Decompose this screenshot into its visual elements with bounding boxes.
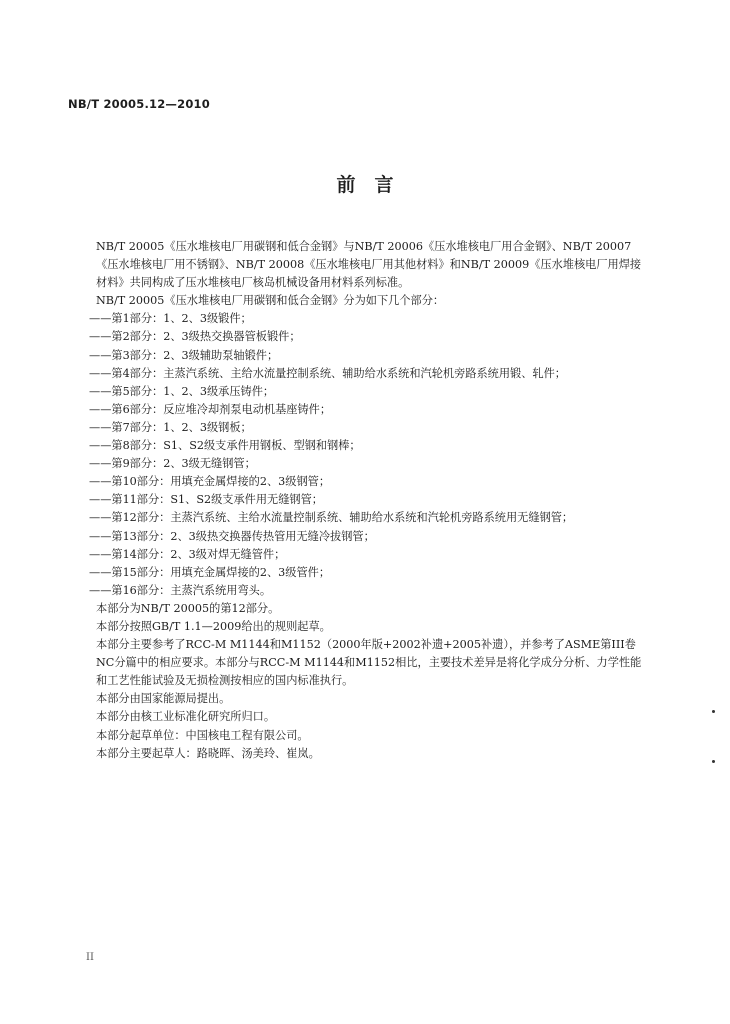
list-item: ——第7部分：1、2、3级钢板； <box>89 420 252 434</box>
list-item: ——第6部分：反应堆冷却剂泵电动机基座铸件； <box>89 402 332 416</box>
list-item: ——第3部分：2、3级辅助泵轴锻件； <box>89 348 279 362</box>
list-item: ——第12部分：主蒸汽系统、主给水流量控制系统、辅助给水系统和汽轮机旁路系统用无缝钢管； <box>89 511 574 525</box>
list-item: ——第15部分：用填充金属焊接的2、3级管件； <box>89 565 331 579</box>
list-item: ——第8部分：S1、S2级支承件用钢板、型钢和钢棒； <box>89 439 361 453</box>
reference-paragraph: 本部分主要参考了RCC-M M1144和M1152（2000年版+2002补遗+2005补遗），并参考了ASME第III卷NC分篇中的相应要求。本部分与RCC-M M1144和M1152相比，主要技术差异是将化学成分分析、力学性能和工艺性能试验及无损检测按相应的国内标准执行。 <box>96 638 642 688</box>
scan-speck <box>712 710 715 713</box>
list-item: ——第9部分：2、3级无缝钢管； <box>89 457 256 471</box>
list-item: ——第10部分：用填充金属焊接的2、3级钢管； <box>89 475 331 489</box>
part-statement: 本部分为NB/T 20005的第12部分。 <box>96 601 280 615</box>
drafting-rules: 本部分按照GB/T 1.1—2009给出的规则起草。 <box>96 619 331 633</box>
list-item: ——第13部分：2、3级热交换器传热管用无缝冷拔钢管； <box>89 529 375 543</box>
centralized-by: 本部分由核工业标准化研究所归口。 <box>96 710 276 724</box>
main-drafters: 本部分主要起草人：路晓晖、汤美玲、崔岚。 <box>96 746 320 760</box>
list-item: ——第1部分：1、2、3级锻件； <box>89 312 252 326</box>
list-item: ——第5部分：1、2、3级承压铸件； <box>89 384 275 398</box>
standard-code: NB/T 20005.12—2010 <box>68 97 210 111</box>
proposer: 本部分由国家能源局提出。 <box>96 692 231 706</box>
drafting-organization: 本部分起草单位：中国核电工程有限公司。 <box>96 728 309 742</box>
page-title: 前 言 <box>336 174 394 196</box>
list-item: ——第4部分：主蒸汽系统、主给水流量控制系统、辅助给水系统和汽轮机旁路系统用锻、轧件； <box>89 366 566 380</box>
list-item: ——第2部分：2、3级热交换器管板锻件； <box>89 330 301 344</box>
list-item: ——第11部分：S1、S2级支承件用无缝钢管； <box>89 493 323 507</box>
foreword-body <box>75 238 650 763</box>
list-item: ——第14部分：2、3级对焊无缝管件； <box>89 547 286 561</box>
intro-paragraph: NB/T 20005《压水堆核电厂用碳钢和低合金钢》与NB/T 20006《压水堆核电厂用合金钢》、NB/T 20007《压水堆核电厂用不锈钢》、NB/T 20008《压水堆核电厂用其他材料》和NB/T 20009《压水堆核电厂用焊接材料》共同构成了压水堆核电厂核岛机械设备用材料系列标准。 <box>96 240 642 290</box>
list-item: ——第16部分：主蒸汽系统用弯头。 <box>89 583 272 597</box>
page-number: II <box>86 952 94 963</box>
scan-speck <box>712 760 715 763</box>
parts-intro: NB/T 20005《压水堆核电厂用碳钢和低合金钢》分为如下几个部分： <box>96 294 445 308</box>
